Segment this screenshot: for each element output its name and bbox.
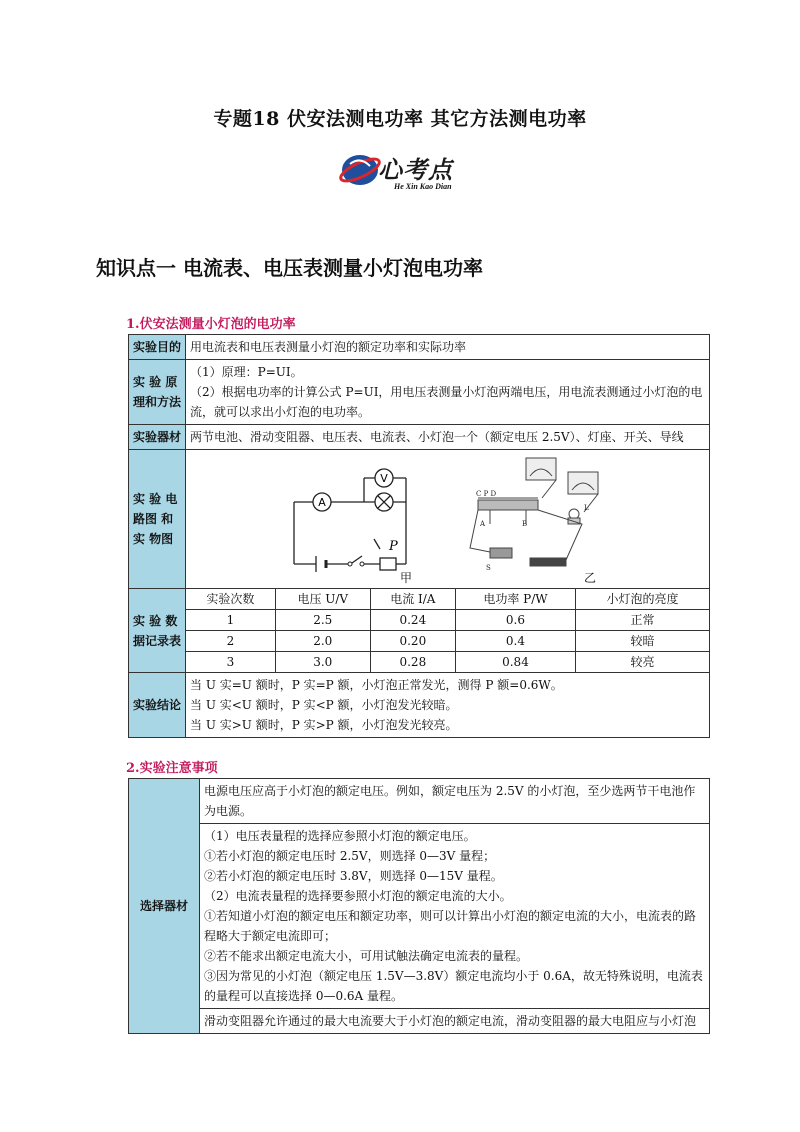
record-row [129, 589, 710, 673]
circuit-label: 实 验 电 路图 和 实 物图 [129, 450, 186, 589]
table-row [186, 652, 709, 673]
cell: 0.84 [455, 652, 575, 673]
svg-text:B: B [522, 520, 528, 528]
notes-line: ②若小灯泡的额定电压时 3.8V，则选择 0—15V 量程。 [204, 869, 503, 883]
principle-row [129, 360, 710, 425]
notes-line: （1）电压表量程的选择应参照小灯泡的额定电压。 [204, 829, 476, 843]
conclusion-line: 当 U 实>U 额时，P 实>P 额，小灯泡发光较亮。 [190, 718, 458, 732]
record-cell [186, 589, 710, 673]
equipment-text: 两节电池、滑动变阻器、电压表、电流表、小灯泡一个（额定电压 2.5V）、灯座、开关、导线 [186, 425, 710, 450]
cell: 2.0 [275, 631, 370, 652]
header-cell: 小灯泡的亮度 [576, 589, 709, 610]
lamp-symbol [375, 493, 393, 511]
notes-line: ①若知道小灯泡的额定电压和额定功率，则可以计算出小灯泡的额定电流的大小，电流表的路程略大于额定电流即可； [204, 909, 697, 943]
notes-paragraph: 滑动变阻器允许通过的最大电流要大于小灯泡的额定电流，滑动变阻器的最大电阻应与小灯泡 [200, 1009, 710, 1034]
notes-line: （2）电流表量程的选择要参照小灯泡的额定电流的大小。 [204, 889, 512, 903]
rheostat-symbol [380, 539, 398, 570]
section-heading: 知识点一 电流表、电压表测量小灯泡电功率 [96, 256, 483, 280]
table-row [186, 631, 709, 652]
circuit-cell [186, 450, 710, 589]
switch-symbol [348, 556, 364, 566]
conclusion-text [186, 673, 710, 738]
header-cell: 电流 I/A [370, 589, 455, 610]
conclusion-row [129, 673, 710, 738]
caption-photo: 乙 [584, 571, 597, 585]
circuit-row [129, 450, 710, 589]
page-title: 专题18 伏安法测电功率 其它方法测电功率 [213, 108, 587, 130]
conclusion-line: 当 U 实<U 额时，P 实<P 额，小灯泡发光较暗。 [190, 698, 458, 712]
cell: 3.0 [275, 652, 370, 673]
principle-text [186, 360, 710, 425]
svg-text:C P D: C P D [476, 490, 497, 498]
cell: 0.20 [370, 631, 455, 652]
conclusion-line: 当 U 实=U 额时，P 实=P 额，小灯泡正常发光，测得 P 额=0.6W。 [190, 678, 563, 692]
notes-row [129, 1009, 710, 1034]
subsection-1-heading: 1.伏安法测量小灯泡的电功率 [126, 317, 296, 332]
record-label: 实 验 数 据记录表 [129, 589, 186, 673]
logo-subtitle: He Xin Kao Dian [394, 182, 452, 191]
cell: 3 [186, 652, 275, 673]
apparatus-drawing [470, 458, 598, 572]
cell: 较亮 [576, 652, 709, 673]
table-row [186, 610, 709, 631]
ammeter-label: A [318, 496, 326, 509]
caption-schematic: 甲 [400, 571, 413, 585]
cell: 0.4 [455, 631, 575, 652]
voltmeter-label: V [380, 472, 388, 485]
purpose-row [129, 335, 710, 360]
cell: 正常 [576, 610, 709, 631]
cell: 0.28 [370, 652, 455, 673]
header-cell: 电压 U/V [275, 589, 370, 610]
svg-text:A: A [480, 520, 486, 528]
slider-label: P [389, 539, 398, 554]
notes-line: ②若不能求出额定电流大小，可用试触法确定电流表的量程。 [204, 949, 529, 963]
principle-label: 实 验 原 理和方法 [129, 360, 186, 425]
principle-line: （2）根据电功率的计算公式 P=UI，用电压表测量小灯泡两端电压，用电流表测通过小灯泡的电流，就可以求出小灯泡的电功率。 [190, 385, 703, 419]
logo [338, 148, 464, 196]
experiment-table [128, 334, 710, 738]
notes-paragraph [200, 824, 710, 1009]
notes-line: ③因为常见的小灯泡（额定电压 1.5V—3.8V）额定电流均小于 0.6A，故无特殊说明，电流表的量程可以直接选择 0—0.6A 量程。 [204, 969, 703, 1003]
subsection-2-heading: 2.实验注意事项 [126, 761, 218, 776]
cell: 较暗 [576, 631, 709, 652]
notes-line: ①若小灯泡的额定电压时 2.5V，则选择 0—3V 量程； [204, 849, 496, 863]
equipment-row [129, 425, 710, 450]
conclusion-label: 实验结论 [129, 673, 186, 738]
equipment-label: 实验器材 [129, 425, 186, 450]
purpose-label: 实验目的 [129, 335, 186, 360]
logo-globe-icon [338, 148, 382, 192]
cell: 2 [186, 631, 275, 652]
notes-paragraph: 电源电压应高于小灯泡的额定电压。例如，额定电压为 2.5V 的小灯泡，至少选两节干电池作为电源。 [200, 779, 710, 824]
data-header-row [186, 589, 709, 610]
cell: 2.5 [275, 610, 370, 631]
header-cell: 电功率 P/W [455, 589, 575, 610]
logo-brand: 心考点 [378, 155, 453, 184]
notes-row [129, 779, 710, 824]
svg-text:S: S [486, 564, 491, 572]
battery-symbol [316, 556, 326, 572]
voltmeter-symbol [375, 469, 393, 487]
circuit-diagram [190, 452, 705, 586]
circuit-schematic-svg [190, 452, 710, 586]
cell: 1 [186, 610, 275, 631]
svg-text:L: L [584, 504, 589, 512]
cell: 0.6 [455, 610, 575, 631]
purpose-text: 用电流表和电压表测量小灯泡的额定功率和实际功率 [186, 335, 710, 360]
principle-line: （1）原理：P=UI。 [190, 365, 303, 379]
select-equipment-label: 选择器材 [129, 779, 200, 1034]
data-table [186, 589, 709, 672]
notes-table [128, 778, 710, 1034]
cell: 0.24 [370, 610, 455, 631]
notes-row [129, 824, 710, 1009]
ammeter-symbol [313, 493, 331, 511]
header-cell: 实验次数 [186, 589, 275, 610]
